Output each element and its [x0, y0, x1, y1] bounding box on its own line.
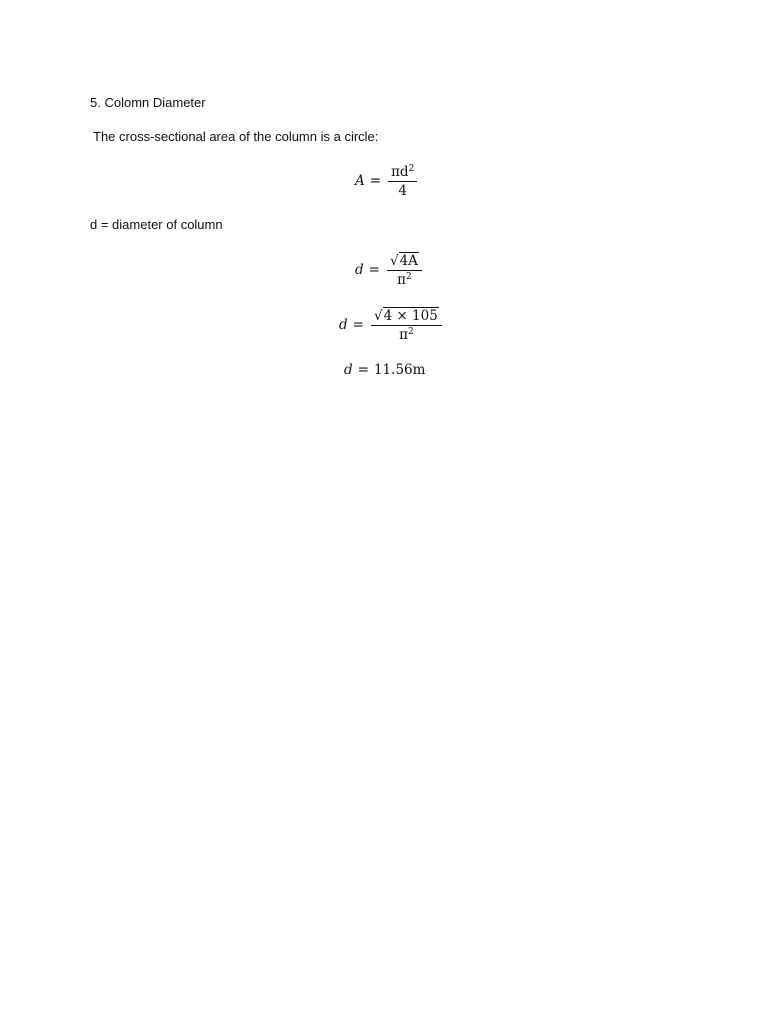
area-fraction: [388, 164, 417, 199]
substitution-lhs: d: [339, 317, 348, 333]
area-numerator-base: πd: [391, 164, 409, 180]
substitution-numerator: [371, 308, 442, 326]
formula-equals: =: [368, 262, 380, 278]
diameter-formula: [355, 253, 422, 288]
area-equation: [355, 164, 417, 199]
substitution-equals: =: [352, 317, 364, 333]
result-value: 11.56m: [373, 362, 426, 378]
formula-lhs: d: [355, 262, 364, 278]
formula-denominator: [387, 271, 422, 288]
formula-denominator-exponent: 2: [406, 272, 412, 282]
formula-numerator: [387, 253, 422, 271]
area-numerator: [388, 164, 417, 182]
substitution-radical-sign: √: [373, 308, 383, 324]
substitution-denominator-base: π: [399, 327, 408, 343]
area-numerator-exponent: 2: [408, 164, 415, 174]
formula-radicand: 4A: [399, 253, 418, 269]
substitution-denominator-exponent: 2: [407, 327, 414, 337]
formula-denominator-base: π: [397, 272, 407, 288]
formula-radical-sign: √: [389, 253, 399, 269]
diameter-substitution: [339, 308, 442, 343]
formula-fraction: [387, 253, 422, 288]
substitution-denominator: [371, 326, 442, 343]
substitution-radicand: 4 × 105: [383, 308, 438, 324]
variable-definition: d = diameter of column: [90, 217, 223, 232]
intro-paragraph: The cross-sectional area of the column is a circle:: [93, 129, 379, 144]
substitution-fraction: [371, 308, 442, 343]
area-lhs: A: [355, 173, 365, 189]
result-lhs: d: [344, 362, 353, 378]
area-equals: =: [369, 173, 382, 189]
result-equals: =: [357, 362, 369, 378]
diameter-result: [344, 362, 425, 378]
area-denominator: 4: [398, 183, 407, 199]
section-heading: 5. Colomn Diameter: [90, 95, 206, 110]
